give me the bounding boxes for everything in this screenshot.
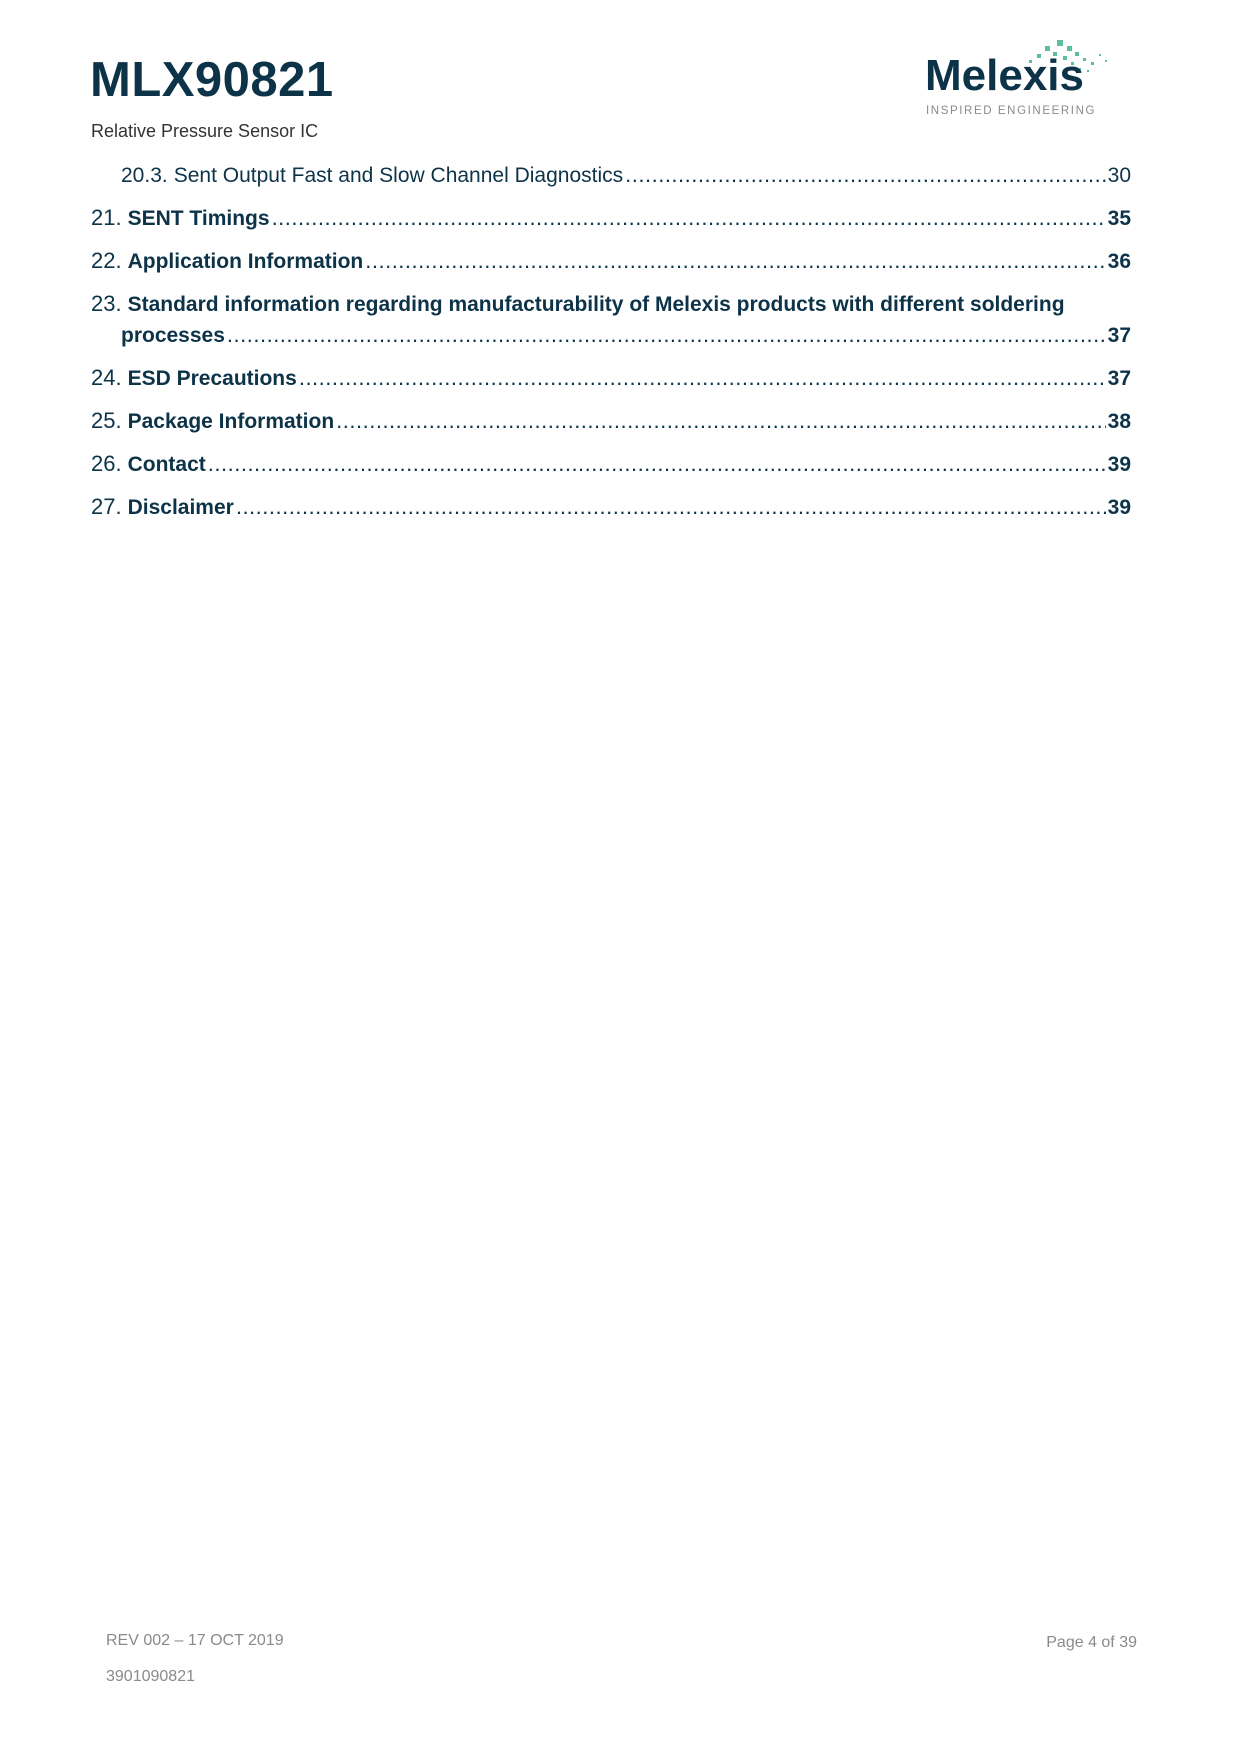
toc-entry-24[interactable] xyxy=(91,363,1131,406)
toc-entry-title: Package Information xyxy=(127,410,335,433)
melexis-logo xyxy=(925,38,1135,120)
toc-entry-title: Disclaimer xyxy=(127,496,234,519)
toc-entry-number: 22. xyxy=(91,248,122,273)
toc-leader-dots xyxy=(299,363,1106,393)
toc-entry-page: 36 xyxy=(1107,250,1131,273)
toc-entry-number: 24. xyxy=(91,365,122,390)
toc-entry-20-3[interactable] xyxy=(91,160,1131,203)
toc-entry-number: 20.3. xyxy=(121,164,168,187)
toc-entry-title: Contact xyxy=(127,453,206,476)
toc-entry-number: 27. xyxy=(91,494,122,519)
toc-entry-page: 38 xyxy=(1107,410,1131,433)
toc-entry-26[interactable] xyxy=(91,449,1131,492)
toc-entry-title: Application Information xyxy=(127,250,364,273)
toc-entry-number: 26. xyxy=(91,451,122,476)
toc-entry-title: Sent Output Fast and Slow Channel Diagnostics xyxy=(173,164,624,187)
document-subtitle: Relative Pressure Sensor IC xyxy=(91,121,319,141)
logo-wordmark: Melexis xyxy=(925,51,1084,100)
toc-entry-title: Standard information regarding manufacturability of Melexis products with different soldering xyxy=(127,293,1065,316)
toc-entry-page: 37 xyxy=(1107,324,1131,347)
toc-entry-title: SENT Timings xyxy=(127,207,270,230)
toc-leader-dots xyxy=(336,406,1105,436)
toc-entry-number: 25. xyxy=(91,408,122,433)
footer-revision: REV 002 – 17 OCT 2019 xyxy=(106,1632,284,1649)
toc-entry-number: 21. xyxy=(91,205,122,230)
toc-entry-22[interactable] xyxy=(91,246,1131,289)
toc-leader-dots xyxy=(236,492,1106,522)
toc-leader-dots xyxy=(365,246,1105,276)
table-of-contents xyxy=(91,160,1131,535)
toc-leader-dots xyxy=(227,320,1106,350)
toc-entry-27[interactable] xyxy=(91,492,1131,535)
logo-tagline: INSPIRED ENGINEERING xyxy=(926,105,1097,117)
toc-entry-title-continued: processes xyxy=(121,324,225,347)
footer-page-number: Page 4 of 39 xyxy=(1046,1634,1137,1651)
toc-entry-23[interactable] xyxy=(91,289,1131,363)
toc-leader-dots xyxy=(272,203,1106,233)
toc-leader-dots xyxy=(625,160,1106,190)
toc-entry-25[interactable] xyxy=(91,406,1131,449)
toc-entry-page: 30 xyxy=(1107,164,1131,187)
toc-entry-21[interactable] xyxy=(91,203,1131,246)
toc-entry-page: 39 xyxy=(1107,496,1131,519)
toc-entry-page: 35 xyxy=(1107,207,1131,230)
toc-entry-title: ESD Precautions xyxy=(127,367,297,390)
toc-leader-dots xyxy=(208,449,1106,479)
toc-entry-page: 39 xyxy=(1107,453,1131,476)
document-title: MLX90821 xyxy=(90,53,334,107)
footer-doc-number: 3901090821 xyxy=(106,1668,195,1685)
toc-entry-page: 37 xyxy=(1107,367,1131,390)
toc-entry-number: 23. xyxy=(91,291,122,316)
